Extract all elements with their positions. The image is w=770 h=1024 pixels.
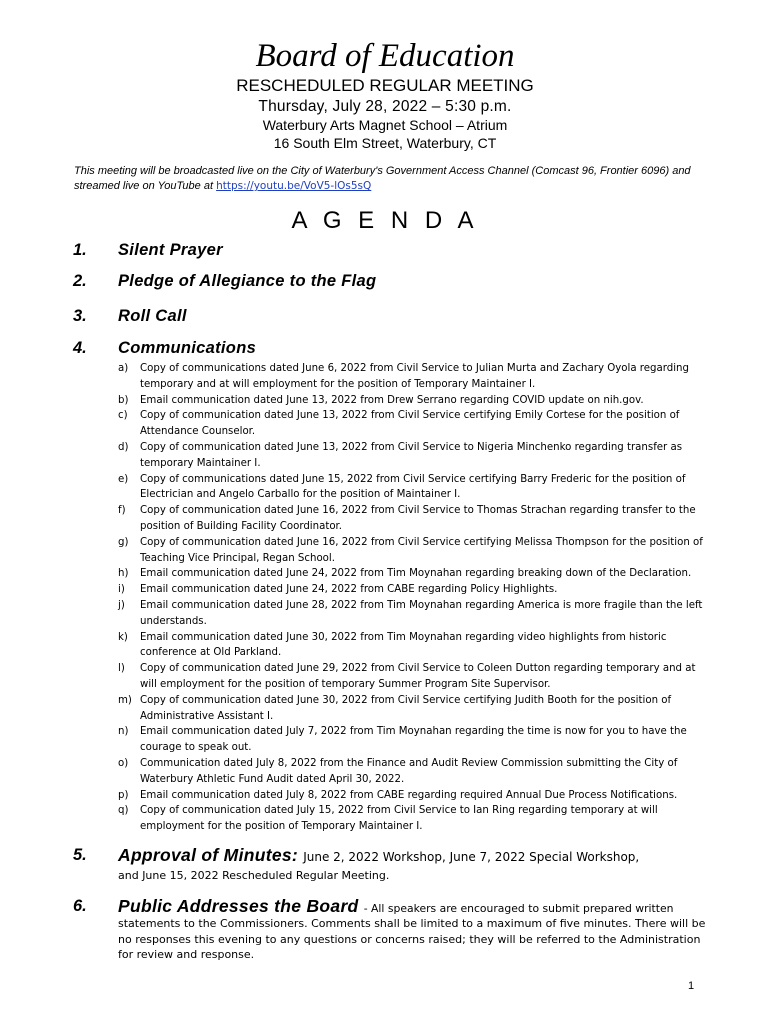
communication-item [118, 724, 708, 756]
meeting-location: Waterbury Arts Magnet School – Atrium [262, 117, 508, 133]
item-text: Email communication dated June 24, 2022 from Tim Moynahan regarding breaking down of the Declaration. [140, 568, 692, 580]
item-letter: f) [118, 505, 126, 517]
item-letter: d) [118, 441, 129, 453]
item-letter: n) [118, 726, 129, 738]
item-text: Copy of communications dated June 6, 2022 from Civil Service to Julian Murta and Zachary Oyola regarding temporary and at will employment for the position of Temporary Maintainer I. [140, 363, 689, 390]
meeting-address: 16 South Elm Street, Waterbury, CT [273, 135, 497, 151]
item-letter: l) [118, 663, 125, 675]
broadcast-text: This meeting will be broadcasted live on the City of Waterbury's Government Access Channel (Comcast 96, Frontier 6096) and streamed live on YouTube at [74, 165, 691, 192]
item-text: Copy of communication dated June 30, 2022 from Civil Service certifying Judith Booth for the position of Administrative Assistant I. [140, 694, 672, 722]
item-letter: h) [118, 568, 129, 580]
section-number: 3. [73, 307, 87, 325]
communication-item [118, 803, 708, 835]
item-text: Copy of communication dated June 16, 2022 from Civil Service certifying Melissa Thompson for the position of Teaching Vice Principal, Regan School. [140, 536, 703, 564]
section-number: 2. [73, 272, 87, 290]
minutes-continuation: and June 15, 2022 Rescheduled Regular Meeting. [118, 869, 390, 882]
public-addresses-intro: - All speakers are encouraged to submit prepared written [363, 902, 674, 915]
section-number: 4. [73, 339, 87, 357]
communication-item [118, 535, 708, 567]
communication-item [118, 661, 708, 693]
section-title-public-addresses: Public Addresses the Board [118, 896, 359, 916]
item-text: Email communication dated July 8, 2022 from CABE regarding required Annual Due Process Notifications. [140, 789, 678, 801]
minutes-dates: June 2, 2022 Workshop, June 7, 2022 Special Workshop, [303, 850, 640, 864]
communications-list [118, 361, 708, 835]
meeting-type: RESCHEDULED REGULAR MEETING [236, 76, 534, 95]
item-letter: p) [118, 789, 129, 801]
public-addresses-continuation: statements to the Commissioners. Comments shall be limited to a maximum of five minutes. There will be no responses this evening to any questions or concerns raised; they will be referred to the Administration for review and response. [118, 917, 706, 961]
item-text: Copy of communication dated June 29, 2022 from Civil Service to Coleen Dutton regarding temporary and at will employment for the position of temporary Summer Program Site Supervisor. [140, 663, 696, 690]
item-text: Email communication dated June 30, 2022 from Tim Moynahan regarding video highlights from historic conference at Old Parkland. [140, 631, 667, 659]
communication-item [118, 472, 708, 504]
item-letter: j) [118, 599, 125, 611]
item-text: Email communication dated June 24, 2022 from CABE regarding Policy Highlights. [140, 584, 558, 596]
item-text: Email communication dated June 13, 2022 from Drew Serrano regarding COVID update on nih.gov. [140, 394, 644, 406]
communication-item [118, 756, 708, 788]
section-number: 1. [73, 241, 87, 259]
item-text: Copy of communication dated June 13, 2022 from Civil Service to Nigeria Minchenko regarding transfer as temporary Maintainer I. [140, 441, 683, 469]
item-letter: g) [118, 536, 129, 548]
communication-item [118, 440, 708, 472]
item-letter: b) [118, 394, 129, 406]
agenda-heading: A G E N D A [291, 207, 479, 234]
item-letter: i) [118, 584, 125, 596]
communication-item [118, 582, 708, 598]
item-text: Email communication dated July 7, 2022 from Tim Moynahan regarding the time is now for you to have the courage to speak out. [140, 726, 687, 754]
communication-item [118, 503, 708, 535]
item-text: Copy of communications dated June 15, 2022 from Civil Service certifying Barry Frederic for the position of Electrician and Angelo Carballo for the position of Maintainer I. [140, 473, 686, 501]
item-text: Email communication dated June 28, 2022 from Tim Moynahan regarding America is more fragile than the left understands. [140, 599, 703, 627]
item-text: Copy of communication dated July 15, 2022 from Civil Service to Ian Ring regarding temporary at will employment for the position of Temporary Maintainer I. [140, 805, 658, 833]
item-letter: a) [118, 363, 129, 374]
communication-item [118, 598, 708, 630]
communication-item [118, 408, 708, 440]
section-title-communications: Communications [118, 339, 257, 357]
meeting-date-time: Thursday, July 28, 2022 – 5:30 p.m. [258, 98, 512, 115]
communication-item [118, 393, 708, 409]
item-text: Copy of communication dated June 16, 2022 from Civil Service to Thomas Strachan regarding transfer to the position of Building Facility Coordinator. [140, 505, 696, 532]
communication-item [118, 630, 708, 662]
section-approval-of-minutes [118, 845, 639, 867]
communication-item [118, 566, 708, 582]
page-title: Board of Education [255, 38, 515, 74]
section-title-roll-call: Roll Call [118, 307, 187, 325]
broadcast-notice [74, 164, 714, 194]
item-letter: e) [118, 473, 129, 485]
section-number: 5. [73, 846, 87, 864]
section-title-approval-of-minutes: Approval of Minutes: [118, 845, 299, 865]
communication-item [118, 788, 708, 804]
communication-item [118, 361, 708, 393]
youtube-link[interactable]: https://youtu.be/VoV5-lOs5sQ [216, 180, 372, 192]
item-letter: c) [118, 410, 128, 422]
item-letter: o) [118, 757, 129, 769]
item-letter: k) [118, 631, 128, 643]
page-number: 1 [687, 980, 695, 992]
item-text: Copy of communication dated June 13, 2022 from Civil Service certifying Emily Cortese for the position of Attendance Counselor. [140, 410, 680, 438]
item-letter: q) [118, 805, 129, 817]
section-title-silent-prayer: Silent Prayer [118, 241, 223, 259]
section-title-pledge: Pledge of Allegiance to the Flag [118, 272, 377, 290]
item-text: Communication dated July 8, 2022 from the Finance and Audit Review Commission submitting the City of Waterbury Athletic Fund Audit dated April 30, 2022. [140, 757, 678, 785]
item-letter: m) [118, 694, 132, 706]
communication-item [118, 693, 708, 725]
section-number: 6. [73, 897, 87, 915]
